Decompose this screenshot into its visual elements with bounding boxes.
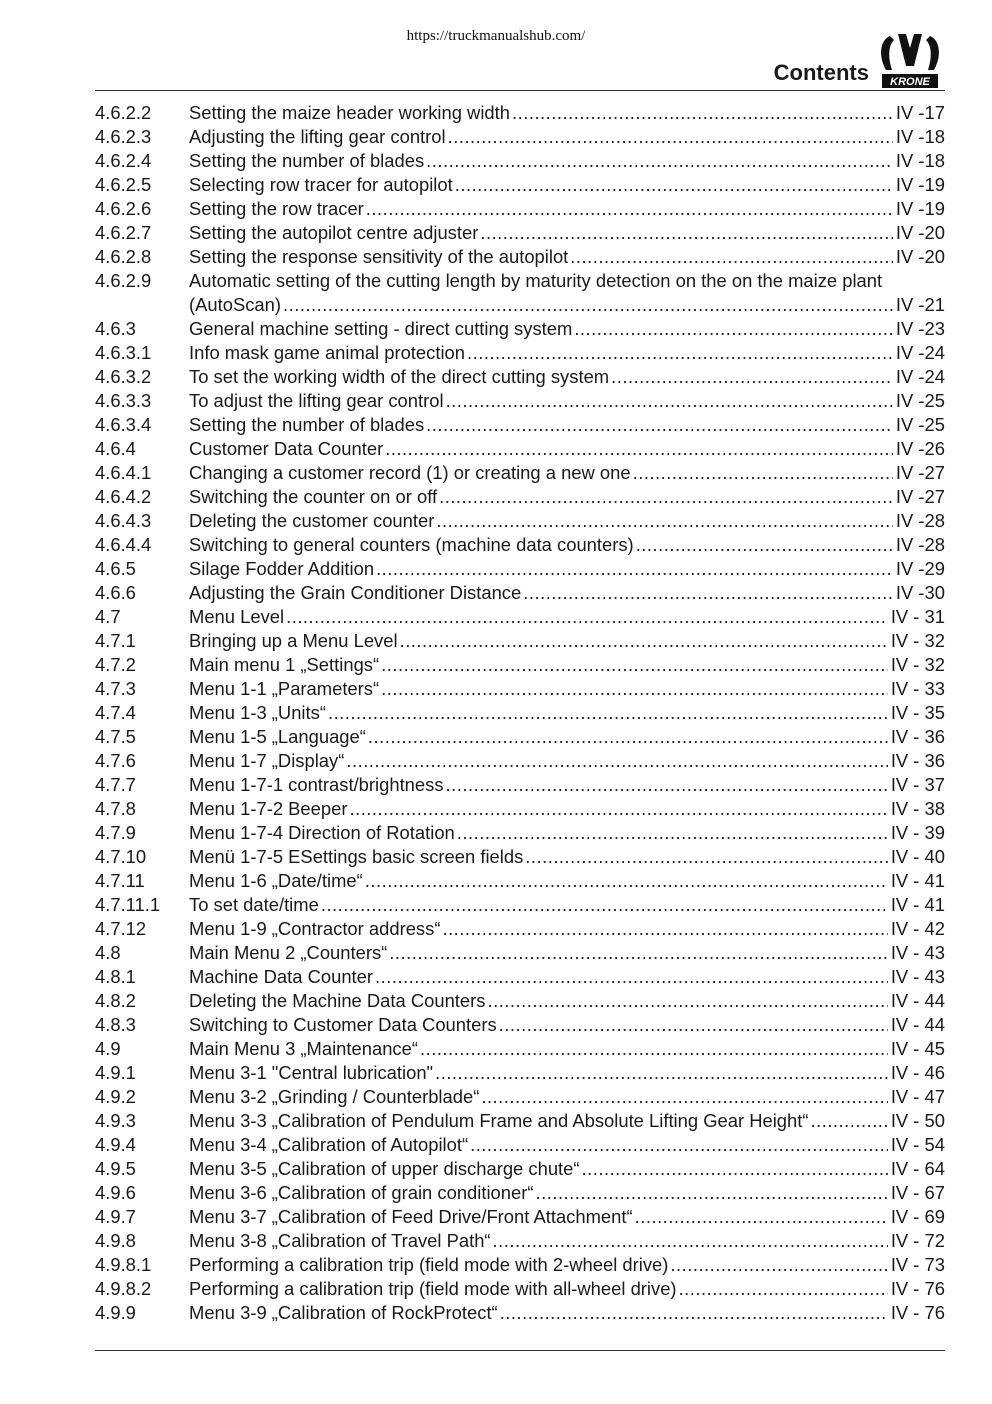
toc-entry[interactable] bbox=[95, 197, 945, 221]
toc-entry-page: IV - 64 bbox=[890, 1158, 945, 1179]
toc-entry[interactable] bbox=[95, 1061, 945, 1085]
toc-entry-number: 4.9.4 bbox=[95, 1134, 136, 1155]
toc-entry-number: 4.6.4.2 bbox=[95, 486, 152, 507]
toc-entry-number: 4.7.11.1 bbox=[95, 894, 161, 915]
dot-leader bbox=[487, 989, 887, 1013]
dot-leader bbox=[582, 1157, 888, 1181]
toc-entry-title: Machine Data Counter bbox=[189, 966, 374, 987]
source-url[interactable]: https://truckmanualshub.com/ bbox=[406, 28, 586, 44]
toc-entry-title: Menu 1-7 „Display“ bbox=[189, 750, 345, 771]
toc-entry[interactable] bbox=[95, 1277, 945, 1301]
toc-entry-number: 4.7.7 bbox=[95, 774, 136, 795]
svg-text:KRONE: KRONE bbox=[890, 76, 930, 88]
dot-leader bbox=[448, 125, 893, 149]
dot-leader bbox=[635, 1205, 888, 1229]
toc-entry-number: 4.9.8.1 bbox=[95, 1254, 152, 1275]
toc-entry-title: Menu 3-8 „Calibration of Travel Path“ bbox=[189, 1230, 491, 1251]
toc-entry[interactable] bbox=[95, 221, 945, 245]
dot-leader bbox=[499, 1013, 888, 1037]
krone-logo bbox=[876, 26, 944, 90]
toc-entry-page: IV - 33 bbox=[890, 678, 945, 699]
toc-entry-title: Menu 3-5 „Calibration of upper discharge chute“ bbox=[189, 1158, 580, 1179]
table-of-contents bbox=[95, 101, 945, 1325]
toc-entry-page: IV - 69 bbox=[890, 1206, 945, 1227]
toc-entry-page: IV -28 bbox=[895, 534, 945, 555]
toc-entry-number: 4.8.1 bbox=[95, 966, 136, 987]
dot-leader bbox=[368, 725, 888, 749]
toc-entry-number: 4.8.3 bbox=[95, 1014, 136, 1035]
toc-entry-title: Info mask game animal protection bbox=[189, 342, 465, 363]
toc-entry-number: 4.7.3 bbox=[95, 678, 136, 699]
toc-entry-page: IV - 72 bbox=[890, 1230, 945, 1251]
dot-leader bbox=[376, 557, 893, 581]
toc-entry-title: Customer Data Counter bbox=[189, 438, 384, 459]
toc-entry-number: 4.6.5 bbox=[95, 558, 136, 579]
dot-leader bbox=[523, 581, 893, 605]
toc-entry[interactable] bbox=[95, 725, 945, 749]
toc-entry[interactable] bbox=[95, 317, 945, 341]
toc-entry[interactable] bbox=[95, 1301, 945, 1325]
toc-entry-page: IV -26 bbox=[895, 438, 945, 459]
toc-entry-page: IV - 39 bbox=[890, 822, 945, 843]
toc-entry-page: IV - 38 bbox=[890, 798, 945, 819]
toc-entry[interactable] bbox=[95, 1037, 945, 1061]
toc-entry-number: 4.7.4 bbox=[95, 702, 136, 723]
toc-entry-number: 4.6.2.9 bbox=[95, 270, 152, 291]
toc-entry-title: Setting the row tracer bbox=[189, 198, 364, 219]
toc-entry-number: 4.9.3 bbox=[95, 1110, 136, 1131]
dot-leader bbox=[426, 413, 893, 437]
toc-entry-page: IV -27 bbox=[895, 462, 945, 483]
dot-leader bbox=[389, 941, 888, 965]
toc-entry-title: Menu Level bbox=[189, 606, 285, 627]
toc-entry[interactable] bbox=[95, 1181, 945, 1205]
dot-leader bbox=[446, 773, 888, 797]
dot-leader bbox=[446, 389, 893, 413]
toc-entry-title: Menu 1-5 „Language“ bbox=[189, 726, 366, 747]
dot-leader bbox=[636, 533, 893, 557]
dot-leader bbox=[536, 1181, 888, 1205]
dot-leader bbox=[512, 101, 893, 125]
toc-entry-page: IV -28 bbox=[895, 510, 945, 531]
toc-entry[interactable] bbox=[95, 1205, 945, 1229]
toc-entry-page: IV -24 bbox=[895, 366, 945, 387]
toc-entry[interactable] bbox=[95, 509, 945, 533]
toc-entry-number: 4.7.2 bbox=[95, 654, 136, 675]
toc-entry[interactable] bbox=[95, 389, 945, 413]
dot-leader bbox=[442, 917, 887, 941]
dot-leader bbox=[810, 1109, 887, 1133]
toc-entry-title: Menu 1-7-4 Direction of Rotation bbox=[189, 822, 455, 843]
toc-entry[interactable] bbox=[95, 413, 945, 437]
toc-entry-page: IV - 32 bbox=[890, 654, 945, 675]
page-title: Contents bbox=[773, 60, 869, 85]
toc-entry[interactable] bbox=[95, 269, 945, 317]
toc-entry-title: Bringing up a Menu Level bbox=[189, 630, 398, 651]
dot-leader bbox=[481, 1085, 887, 1109]
toc-entry-title: To adjust the lifting gear control bbox=[189, 390, 444, 411]
toc-entry-title: Menü 1-7-5 ESettings basic screen fields bbox=[189, 846, 524, 867]
toc-entry-title: Deleting the Machine Data Counters bbox=[189, 990, 486, 1011]
toc-entry-page: IV - 76 bbox=[890, 1278, 945, 1299]
dot-leader bbox=[328, 701, 888, 725]
toc-entry-title: Switching to general counters (machine data counters) bbox=[189, 534, 634, 555]
dot-leader bbox=[570, 245, 893, 269]
toc-entry-title: Menu 3-9 „Calibration of RockProtect“ bbox=[189, 1302, 498, 1323]
toc-entry-page: IV -25 bbox=[895, 390, 945, 411]
toc-entry-number: 4.9.2 bbox=[95, 1086, 136, 1107]
toc-entry-page: IV - 43 bbox=[890, 966, 945, 987]
toc-entry-title-cont: (AutoScan) bbox=[189, 294, 281, 315]
toc-entry-title: Automatic setting of the cutting length by maturity detection on the on the maize plant bbox=[189, 270, 883, 291]
toc-entry-page: IV -27 bbox=[895, 486, 945, 507]
toc-entry-title: Setting the number of blades bbox=[189, 150, 425, 171]
toc-entry[interactable] bbox=[95, 845, 945, 869]
toc-entry-page: IV - 36 bbox=[890, 750, 945, 771]
toc-entry-number: 4.7.11 bbox=[95, 870, 145, 891]
toc-entry-number: 4.9.6 bbox=[95, 1182, 136, 1203]
toc-entry[interactable] bbox=[95, 245, 945, 269]
toc-entry-number: 4.7.10 bbox=[95, 846, 147, 867]
dot-leader bbox=[381, 653, 888, 677]
toc-entry-page: IV -20 bbox=[895, 246, 945, 267]
toc-entry[interactable] bbox=[95, 677, 945, 701]
toc-entry[interactable] bbox=[95, 437, 945, 461]
toc-entry-number: 4.7.12 bbox=[95, 918, 147, 939]
toc-entry-title: Adjusting the lifting gear control bbox=[189, 126, 446, 147]
toc-entry-title: Main Menu 2 „Counters“ bbox=[189, 942, 388, 963]
toc-entry-number: 4.6.3.2 bbox=[95, 366, 152, 387]
toc-entry-page: IV - 43 bbox=[890, 942, 945, 963]
toc-entry-title: Switching the counter on or off bbox=[189, 486, 438, 507]
toc-entry[interactable] bbox=[95, 1085, 945, 1109]
toc-entry-title: Selecting row tracer for autopilot bbox=[189, 174, 453, 195]
toc-entry[interactable] bbox=[95, 749, 945, 773]
toc-entry-number: 4.6.2.4 bbox=[95, 150, 152, 171]
toc-entry-number: 4.6.4.4 bbox=[95, 534, 152, 555]
toc-entry-title: To set the working width of the direct cutting system bbox=[189, 366, 610, 387]
toc-entry[interactable] bbox=[95, 917, 945, 941]
header-rule bbox=[95, 90, 945, 91]
toc-entry-number: 4.9.7 bbox=[95, 1206, 136, 1227]
toc-entry[interactable] bbox=[95, 869, 945, 893]
toc-entry[interactable] bbox=[95, 173, 945, 197]
toc-entry-title: To set date/time bbox=[189, 894, 319, 915]
toc-entry-page: IV -24 bbox=[895, 342, 945, 363]
toc-entry-page: IV - 50 bbox=[890, 1110, 945, 1131]
toc-entry[interactable] bbox=[95, 461, 945, 485]
toc-entry-title: Menu 3-3 „Calibration of Pendulum Frame and Absolute Lifting Gear Height“ bbox=[189, 1110, 809, 1131]
toc-entry-number: 4.6.4.3 bbox=[95, 510, 152, 531]
toc-entry[interactable] bbox=[95, 1013, 945, 1037]
toc-entry[interactable] bbox=[95, 965, 945, 989]
dot-leader bbox=[467, 341, 893, 365]
toc-entry[interactable] bbox=[95, 629, 945, 653]
toc-entry-page: IV - 37 bbox=[890, 774, 945, 795]
toc-entry[interactable] bbox=[95, 821, 945, 845]
toc-entry[interactable] bbox=[95, 581, 945, 605]
toc-entry[interactable] bbox=[95, 701, 945, 725]
toc-entry-page: IV - 32 bbox=[890, 630, 945, 651]
toc-entry-number: 4.6.2.6 bbox=[95, 198, 152, 219]
toc-entry-page: IV - 31 bbox=[890, 606, 945, 627]
toc-entry-title: Setting the number of blades bbox=[189, 414, 425, 435]
toc-entry[interactable] bbox=[95, 485, 945, 509]
toc-entry-number: 4.6.6 bbox=[95, 582, 136, 603]
toc-entry-page: IV -30 bbox=[895, 582, 945, 603]
toc-entry-page: IV - 40 bbox=[890, 846, 945, 867]
dot-leader bbox=[480, 221, 893, 245]
toc-entry[interactable] bbox=[95, 101, 945, 125]
dot-leader bbox=[381, 677, 888, 701]
toc-entry-number: 4.8.2 bbox=[95, 990, 136, 1011]
toc-entry-number: 4.6.3.4 bbox=[95, 414, 152, 435]
toc-entry-page: IV - 67 bbox=[890, 1182, 945, 1203]
toc-entry-page: IV - 46 bbox=[890, 1062, 945, 1083]
dot-leader bbox=[500, 1301, 888, 1325]
toc-entry-page: IV -18 bbox=[895, 126, 945, 147]
toc-entry-title: Menu 1-6 „Date/time“ bbox=[189, 870, 363, 891]
toc-entry-title: Performing a calibration trip (field mode with all-wheel drive) bbox=[189, 1278, 677, 1299]
dot-leader bbox=[670, 1253, 887, 1277]
toc-entry-number: 4.6.3.1 bbox=[95, 342, 152, 363]
dot-leader bbox=[321, 893, 888, 917]
toc-entry-title: Setting the maize header working width bbox=[189, 102, 510, 123]
toc-entry-page: IV -21 bbox=[895, 294, 945, 315]
dot-leader bbox=[633, 461, 893, 485]
toc-entry-title: Deleting the customer counter bbox=[189, 510, 435, 531]
toc-entry-number: 4.9.9 bbox=[95, 1302, 136, 1323]
toc-entry[interactable] bbox=[95, 341, 945, 365]
toc-entry[interactable] bbox=[95, 893, 945, 917]
toc-entry-number: 4.7.5 bbox=[95, 726, 136, 747]
toc-entry[interactable] bbox=[95, 653, 945, 677]
toc-entry-number: 4.9.1 bbox=[95, 1062, 136, 1083]
toc-entry-page: IV - 36 bbox=[890, 726, 945, 747]
toc-entry-page: IV -18 bbox=[895, 150, 945, 171]
dot-leader bbox=[679, 1277, 888, 1301]
toc-entry[interactable] bbox=[95, 149, 945, 173]
toc-entry-title: Setting the autopilot centre adjuster bbox=[189, 222, 479, 243]
toc-entry-title: Silage Fodder Addition bbox=[189, 558, 375, 579]
toc-entry-number: 4.6.2.7 bbox=[95, 222, 152, 243]
dot-leader bbox=[400, 629, 888, 653]
toc-entry-title: Menu 1-9 „Contractor address“ bbox=[189, 918, 441, 939]
toc-entry-page: IV -19 bbox=[895, 174, 945, 195]
toc-entry-number: 4.6.2.8 bbox=[95, 246, 152, 267]
dot-leader bbox=[611, 365, 893, 389]
toc-entry-page: IV - 41 bbox=[890, 894, 945, 915]
toc-entry-number: 4.6.4 bbox=[95, 438, 136, 459]
toc-entry-title: Adjusting the Grain Conditioner Distance bbox=[189, 582, 522, 603]
toc-entry-title: General machine setting - direct cutting system bbox=[189, 318, 573, 339]
toc-entry-number: 4.9 bbox=[95, 1038, 121, 1059]
toc-entry-page: IV - 42 bbox=[890, 918, 945, 939]
toc-entry-page: IV -20 bbox=[895, 222, 945, 243]
toc-entry[interactable] bbox=[95, 989, 945, 1013]
toc-entry-number: 4.7 bbox=[95, 606, 121, 627]
dot-leader bbox=[349, 797, 887, 821]
toc-entry-page: IV - 47 bbox=[890, 1086, 945, 1107]
toc-entry-number: 4.6.3.3 bbox=[95, 390, 152, 411]
toc-entry-title: Setting the response sensitivity of the autopilot bbox=[189, 246, 569, 267]
toc-entry-number: 4.9.8 bbox=[95, 1230, 136, 1251]
toc-entry-title: Menu 3-6 „Calibration of grain conditioner“ bbox=[189, 1182, 534, 1203]
dot-leader bbox=[470, 1133, 888, 1157]
toc-entry[interactable] bbox=[95, 1109, 945, 1133]
toc-entry-number: 4.9.5 bbox=[95, 1158, 136, 1179]
toc-entry[interactable] bbox=[95, 1133, 945, 1157]
toc-entry-title: Menu 3-2 „Grinding / Counterblade“ bbox=[189, 1086, 480, 1107]
toc-entry[interactable] bbox=[95, 1157, 945, 1181]
toc-entry-title: Changing a customer record (1) or creating a new one bbox=[189, 462, 631, 483]
dot-leader bbox=[375, 965, 888, 989]
toc-entry[interactable] bbox=[95, 557, 945, 581]
toc-entry-number: 4.9.8.2 bbox=[95, 1278, 152, 1299]
toc-entry[interactable] bbox=[95, 797, 945, 821]
toc-entry-title: Menu 1-1 „Parameters“ bbox=[189, 678, 380, 699]
toc-entry-page: IV -19 bbox=[895, 198, 945, 219]
toc-entry-title: Main menu 1 „Settings“ bbox=[189, 654, 380, 675]
toc-entry[interactable] bbox=[95, 125, 945, 149]
toc-entry-title: Performing a calibration trip (field mode with 2-wheel drive) bbox=[189, 1254, 669, 1275]
dot-leader bbox=[457, 821, 888, 845]
toc-entry[interactable] bbox=[95, 365, 945, 389]
toc-entry-title: Menu 1-7-2 Beeper bbox=[189, 798, 348, 819]
dot-leader bbox=[283, 293, 893, 317]
dot-leader bbox=[455, 173, 893, 197]
toc-entry[interactable] bbox=[95, 605, 945, 629]
dot-leader bbox=[439, 485, 893, 509]
toc-entry-number: 4.7.1 bbox=[95, 630, 136, 651]
toc-entry-title: Menu 3-7 „Calibration of Feed Drive/Front Attachment“ bbox=[189, 1206, 633, 1227]
toc-entry-number: 4.8 bbox=[95, 942, 121, 963]
toc-entry-page: IV - 41 bbox=[890, 870, 945, 891]
toc-entry-number: 4.6.3 bbox=[95, 318, 136, 339]
toc-entry-title: Menu 3-4 „Calibration of Autopilot“ bbox=[189, 1134, 469, 1155]
toc-entry-number: 4.6.2.2 bbox=[95, 102, 152, 123]
toc-entry-page: IV - 73 bbox=[890, 1254, 945, 1275]
footer-rule bbox=[95, 1350, 945, 1351]
toc-entry-title: Main Menu 3 „Maintenance“ bbox=[189, 1038, 418, 1059]
dot-leader bbox=[420, 1037, 888, 1061]
toc-entry[interactable] bbox=[95, 941, 945, 965]
toc-entry-number: 4.7.8 bbox=[95, 798, 136, 819]
dot-leader bbox=[493, 1229, 888, 1253]
toc-entry-number: 4.6.2.5 bbox=[95, 174, 152, 195]
toc-entry[interactable] bbox=[95, 533, 945, 557]
dot-leader bbox=[366, 197, 893, 221]
toc-entry-page: IV - 54 bbox=[890, 1134, 945, 1155]
dot-leader bbox=[346, 749, 887, 773]
toc-entry-page: IV - 45 bbox=[890, 1038, 945, 1059]
toc-entry[interactable] bbox=[95, 1229, 945, 1253]
toc-entry-title: Switching to Customer Data Counters bbox=[189, 1014, 497, 1035]
toc-entry-page: IV -29 bbox=[895, 558, 945, 579]
dot-leader bbox=[525, 845, 888, 869]
toc-entry-page: IV -23 bbox=[895, 318, 945, 339]
toc-entry-title: Menu 1-3 „Units“ bbox=[189, 702, 326, 723]
toc-entry-page: IV -25 bbox=[895, 414, 945, 435]
toc-entry[interactable] bbox=[95, 773, 945, 797]
toc-entry-title: Menu 1-7-1 contrast/brightness bbox=[189, 774, 444, 795]
dot-leader bbox=[435, 1061, 888, 1085]
dot-leader bbox=[574, 317, 893, 341]
dot-leader bbox=[286, 605, 888, 629]
dot-leader bbox=[365, 869, 888, 893]
toc-entry-number: 4.7.6 bbox=[95, 750, 136, 771]
toc-entry-title: Menu 3-1 "Central lubrication" bbox=[189, 1062, 434, 1083]
toc-entry-page: IV -17 bbox=[895, 102, 945, 123]
toc-entry-number: 4.7.9 bbox=[95, 822, 136, 843]
dot-leader bbox=[426, 149, 893, 173]
toc-entry[interactable] bbox=[95, 1253, 945, 1277]
toc-entry-number: 4.6.4.1 bbox=[95, 462, 152, 483]
dot-leader bbox=[385, 437, 893, 461]
toc-entry-page: IV - 44 bbox=[890, 990, 945, 1011]
toc-entry-page: IV - 35 bbox=[890, 702, 945, 723]
toc-entry-page: IV - 44 bbox=[890, 1014, 945, 1035]
toc-entry-page: IV - 76 bbox=[890, 1302, 945, 1323]
toc-entry-number: 4.6.2.3 bbox=[95, 126, 152, 147]
dot-leader bbox=[436, 509, 893, 533]
